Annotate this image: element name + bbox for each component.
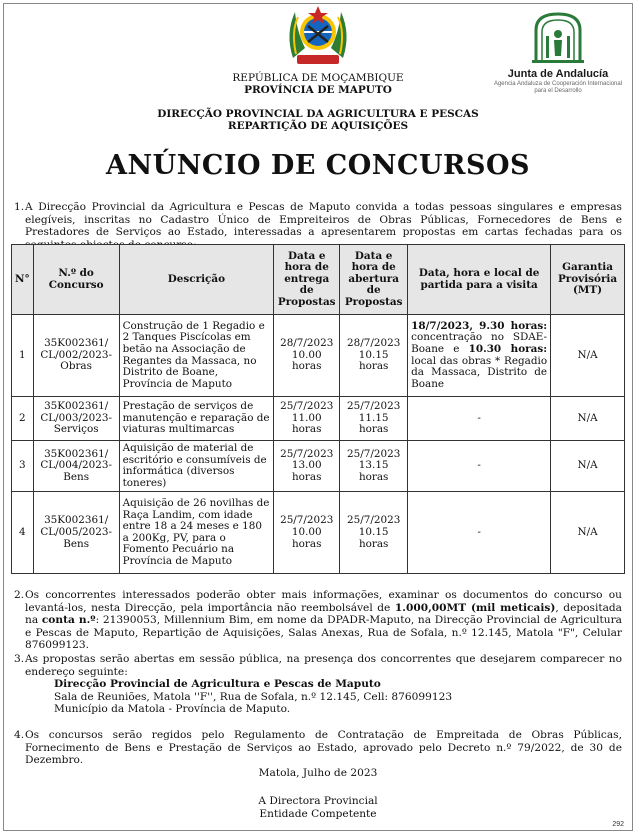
province-header: PROVÍNCIA DE MAPUTO	[244, 84, 392, 96]
site-visit: -	[408, 441, 551, 492]
row-number: 2	[12, 397, 34, 441]
paragraph-number: 4.	[14, 729, 25, 741]
col-header-opening-date: Data e hora de abertura de Propostas	[340, 245, 408, 315]
paragraph-3	[14, 653, 622, 716]
row-number: 1	[12, 315, 34, 397]
col-header-number: N°	[12, 245, 34, 315]
description: Aquisição de material de escritório e consumíveis de informática (diversos toneres)	[119, 441, 274, 492]
submission-date: 28/7/2023 10.00 horas	[274, 315, 340, 397]
place-date: Matola, Julho de 2023	[258, 767, 378, 779]
visit-time-1: 18/7/2023, 9.30 horas:	[411, 319, 548, 332]
site-visit: -	[408, 397, 551, 441]
signatory-role: Entidade Competente	[259, 808, 377, 820]
row-number: 4	[12, 492, 34, 574]
guarantee: N/A	[551, 441, 625, 492]
col-header-description: Descrição	[119, 245, 274, 315]
andalucia-shield-icon	[526, 10, 590, 66]
paragraph-text	[25, 589, 622, 652]
account-label: conta n.º	[41, 614, 96, 627]
site-visit	[408, 315, 551, 397]
paragraph-text: A Direcção Provincial da Agricultura e Pescas de Maputo convida a todas pessoas singulares e empresas elegíveis, inscritas no Cadastro Único de Empreiteiros de Obras Públicas, Fornecedores de Bens e Prestadores de Serviços ao Estado, interessadas a apresentarem propostas em cartas fechadas para os	[25, 201, 622, 239]
guarantee: N/A	[551, 315, 625, 397]
col-header-guarantee: Garantia Provisória (MT)	[551, 245, 625, 315]
submission-date: 25/7/2023 10.00 horas	[274, 492, 340, 574]
andalucia-subtitle: Agencia Andaluza de Cooperación Internacional para el Desarrollo	[493, 81, 623, 94]
address-name	[54, 678, 622, 691]
col-header-submission-date: Data e hora de entrega de Propostas	[274, 245, 340, 315]
submission-date: 25/7/2023 11.00 horas	[274, 397, 340, 441]
guarantee: N/A	[551, 492, 625, 574]
paragraph-number: 2.	[14, 589, 25, 601]
description: Prestação de serviços de manutenção e reparação de viaturas multimarcas	[119, 397, 274, 441]
table-row	[12, 492, 625, 574]
opening-date: 25/7/2023 11.15 horas	[340, 397, 408, 441]
visit-text-1: concentração no SDAE-Boane e	[411, 331, 548, 355]
paragraph-2	[14, 589, 622, 652]
tender-no: 35K002361/ CL/005/2023- Bens	[33, 492, 119, 574]
col-header-site-visit: Data, hora e local de partida para a visita	[408, 245, 551, 315]
visit-time-2: 10.30 horas:	[468, 342, 548, 355]
fee-amount: 1.000,00MT (mil meticais)	[394, 601, 556, 614]
table-row	[12, 315, 625, 397]
republic-header: REPÚBLICA DE MOÇAMBIQUE	[232, 72, 404, 84]
description: Aquisição de 26 novilhas de Raça Landim, com idade entre 18 a 24 meses e 180 a 200Kg, PV, para o Fomento Pecuário na Província de Maputo	[119, 492, 274, 574]
submission-date: 25/7/2023 13.00 horas	[274, 441, 340, 492]
directorate-header: DIRECÇÃO PROVINCIAL DA AGRICULTURA E PESCAS	[157, 108, 479, 120]
tender-no: 35K002361/ CL/003/2023- Serviços	[33, 397, 119, 441]
mozambique-emblem-icon	[283, 2, 353, 68]
andalucia-name: Junta de Andalucía	[507, 68, 609, 80]
text-part: Os concorrentes interessados poderão obter mais informações, examinar os documentos do concurso ou levantá-los, nesta Direcção, pela importância não reembolsável de	[25, 589, 622, 614]
description: Construção de 1 Regadio e 2 Tanques Piscícolas em betão na Associação de Regantes da Massaca, no Distrito de Boane, Província de Maputo	[119, 315, 274, 397]
paragraph-number: 3.	[14, 653, 25, 665]
table-row	[12, 397, 625, 441]
guarantee: N/A	[551, 397, 625, 441]
text-part: , depositada na	[25, 601, 622, 627]
announcement-title: ANÚNCIO DE CONCURSOS	[106, 150, 530, 181]
tender-no: 35K002361/ CL/004/2023- Bens	[33, 441, 119, 492]
opening-date: 25/7/2023 10.15 horas	[340, 492, 408, 574]
site-visit: -	[408, 492, 551, 574]
col-header-tender-no: N.º do Concurso	[33, 245, 119, 315]
table-header-row	[12, 245, 625, 315]
row-number: 3	[12, 441, 34, 492]
table-row	[12, 441, 625, 492]
paragraph-number: 1.	[14, 201, 25, 213]
department-header: REPARTIÇÃO DE AQUISIÇÕES	[227, 120, 409, 132]
text-part: : 21390053, Millennium Bim, em nome da DPADR-Maputo, na Direcção Provincial de Agricultura e Pescas de Maputo, Repartição de Aquisições, Salas Anexas, Rua de Sofala, n.º 12.145, Matola "F", Celular 876099123.	[25, 614, 623, 652]
opening-date: 28/7/2023 10.15 horas	[340, 315, 408, 397]
paragraph-text: Os concursos serão regidos pelo Regulamento de Contratação de Empreitada de Obras Públicas, Fornecimento de Bens e Prestação de Serviços ao Estado, aprovado pelo Decreto n.º 79/2022, de 30 de Dezembro.	[25, 729, 622, 767]
signatory: A Directora Provincial	[258, 795, 378, 807]
visit-text-2: local das obras * Regadio da Massaca, Distrito de Boane	[411, 354, 548, 390]
tender-no: 35K002361/ CL/002/2023- Obras	[33, 315, 119, 397]
address-line-1: Sala de Reuniões, Matola ''F'', Rua de Sofala, n.º 12.145, Cell: 876099123	[54, 690, 453, 703]
tender-table	[11, 244, 625, 574]
paragraph-text: As propostas serão abertas em sessão pública, na presença dos concorrentes que desejarem comparecer no endereço seguinte:	[25, 653, 622, 678]
paragraph-4	[14, 729, 622, 767]
page-number: 292	[612, 821, 624, 828]
address-line-2: Município da Matola - Província de Maputo.	[54, 703, 291, 716]
opening-date: 25/7/2023 13.15 horas	[340, 441, 408, 492]
address-name-text: Direcção Provincial de Agricultura e Pescas de Maputo	[54, 678, 381, 691]
